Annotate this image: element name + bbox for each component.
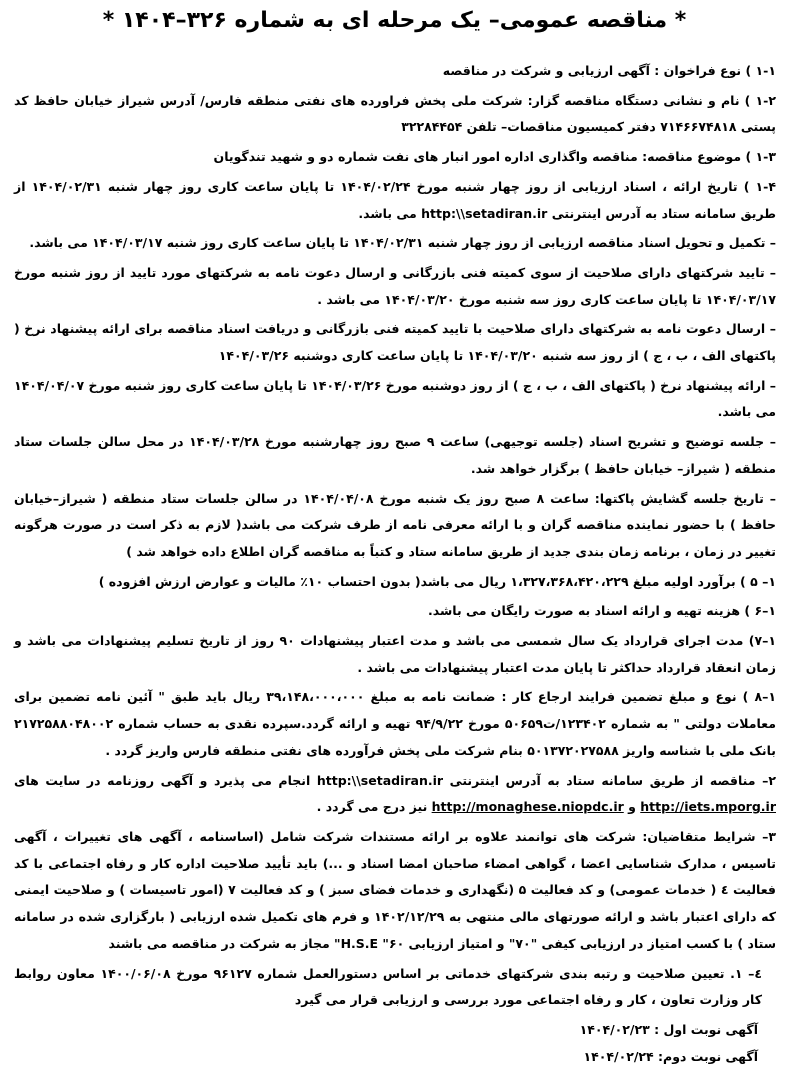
schedule-briefing-session: – جلسه توضیح و تشریح اسناد (جلسه توجیهی) ساعت ۹ صبح روز چهارشنبه مورخ ۱۴۰۴/۰۳/۲۸ در محل سالن جلسات ستاد منطقه ( شیراز– خیابان حافظ ) برگزار خواهد شد. [14,434,777,476]
schedule-invitation: – ارسال دعوت نامه به شرکتهای دارای صلاحیت با تایید کمیته فنی بازرگانی و دریافت اسناد مناقصه برای ارائه پیشنهاد نرخ ( پاکتهای الف ، ب ، ج ) از روز سه شنبه ۱۴۰۴/۰۳/۲۰ تا پایان ساعت کاری دوشنبه ۱۴۰۴/۰۳/۲۶ [14,321,776,364]
ad-first-label: آگهی نوبت اول : [654,1021,758,1037]
monaghese-link[interactable]: http://monaghese.niopdc.ir [431,799,624,815]
item-1-2: ۱-۲ ) نام و نشانی دستگاه مناقصه گزار: شرکت ملی پخش فراورده های نفتی منطقه فارس/ آدرس شیراز خیابان حافظ کد پستی ۷۱۴۶۶۷۴۸۱۸ دفتر کمیسیون مناقصات– تلفن ۳۲۲۸۴۴۵۴ [14,92,776,135]
ad-second-round [14,1044,776,1070]
ad-first-round [14,1017,776,1044]
item-2-text: ۲– مناقصه از طریق سامانه ستاد به آدرس اینترنتی [449,772,776,788]
item-1-4-text: ۱-۴ ) تاریخ ارائه ، اسناد ارزیابی از روز چهار شنبه مورخ ۱۴۰۴/۰۲/۲۴ تا پایان ساعت کاری روز چهار شنبه ۱۴۰۴/۰۲/۳۱ از طریق سامانه ستاد به آدرس اینترنتی [14,178,776,221]
item-1-5-estimate: ۱– ۵ ) برآورد اولیه مبلغ ۱،۳۲۷،۳۶۸،۴۲۰،۲۲۹ ریال می باشد( بدون احتساب ۱۰٪ مالیات و عوارض ارزش افزوده ) [98,573,776,589]
item-1-3: ۱-۳ ) موضوع مناقصه: مناقصه واگذاری اداره امور انبار های نفت شماره دو و شهید تندگویان [213,149,776,165]
schedule-bid-submission: – ارائه پیشنهاد نرخ ( پاکتهای الف ، ب ، ج ) از روز دوشنبه مورخ ۱۴۰۴/۰۳/۲۶ تا پایان ساعت کاری روز شنبه مورخ ۱۴۰۴/۰۴/۰۷ می باشد. [14,377,776,420]
item-4-qualification: ٤– ۱. تعیین صلاحیت و رتبه بندی شرکتهای خدماتی بر اساس دستورالعمل شماره ۹۶۱۲۷ مورخ ۱۴۰۰/۰۶/۰۸ معاون روابط کار وزارت تعاون ، کار و رفاه اجتماعی مورد بررسی و ارزیابی قرار می گیرد [14,965,762,1008]
item-2-and: و [628,799,636,815]
ad-second-date: ۱۴۰۴/۰۲/۲۴ [583,1048,654,1064]
page-title: * مناقصه عمومی– یک مرحله ای به شماره ۳۲۶–۱۴۰۴ * [102,8,687,33]
item-1-1: ۱-۱ ) نوع فراخوان : آگهی ارزیابی و شرکت در مناقصه [442,63,776,78]
item-2-portal [14,768,776,821]
schedule-envelope-opening: – تاریخ جلسه گشایش پاکتها: ساعت ۸ صبح روز یک شنبه مورخ ۱۴۰۴/۰۴/۰۸ در سالن جلسات ستاد منطقه ( شیراز–خیابان حافظ ) با حضور نماینده مناقصه گران و با ارائه معرفی نامه از طرف شرکت می باشد( لازم به ذکر است در صورت هرگونه تغییر در زمان ، برنامه زمان بندی جدید از طریق سامانه ستاد و کتباً به مناقصه گران اطلاع داده خواهد شد ) [14,490,776,559]
item-2-end: نیز درج می گردد . [316,799,428,815]
item-2-mid: انجام می پذیرد و آگهی روزنامه در سایت های [14,772,311,788]
ad-first-date: ۱۴۰۴/۰۲/۲۳ [579,1021,650,1037]
schedule-qualification: – تایید شرکتهای دارای صلاحیت از سوی کمیته فنی بازرگانی و ارسال دعوت نامه به شرکتهای مورد تایید از روز شنبه مورخ ۱۴۰۴/۰۳/۱۷ تا پایان ساعت کاری روز سه شنبه مورخ ۱۴۰۴/۰۳/۲۰ می باشد . [14,264,776,307]
schedule-document-delivery: – تکمیل و تحویل اسناد مناقصه ارزیابی از روز چهار شنبه ۱۴۰۴/۰۲/۳۱ تا پایان ساعت کاری روز شنبه ۱۴۰۴/۰۳/۱۷ می باشد. [29,235,776,251]
item-1-4 [14,174,776,227]
item-1-4-end: می باشد. [358,205,417,221]
ad-second-label: آگهی نوبت دوم: [658,1048,758,1064]
setadiran-url: http:\\setadiran.ir [316,772,444,788]
setadiran-url-text: http:\\setadiran.ir [421,205,548,221]
item-3-requirements: ۳– شرایط متقاضیان: شرکت های توانمند علاوه بر ارائه مستندات شرکت شامل (اساسنامه ، آگهی های تغییرات ، آگهی تاسیس ، مدارک شناسایی اعضا ، گواهی امضاء صاحبان امضا اسناد و ...) باید تأیید صلاحیت اداره کار و رفاه اجتماعی با کد فعالیت ٤ ( خدمات عمومی) و کد فعالیت ۵ (نگهداری و خدمات فضای سبز ) و کد فعالیت ۷ (امور تاسیسات ) و صلاحیت ایمنی که دارای اعتبار باشد و ارائه صورتهای مالی منتهی به ۱۴۰۲/۱۲/۲۹ و فرم های تکمیل شده ارزیابی ( بارگزاری شده در سامانه ستاد ) با کسب امتیاز در ارزیابی کیفی "۷۰" و امتیاز ارزیابی H.S.E "۶۰" مجاز به شرکت در مناقصه می باشند [14,828,776,951]
item-1-8-guarantee: ۱–۸ ) نوع و مبلغ تضمین فرایند ارجاع کار : ضمانت نامه به مبلغ ۳۹،۱۴۸،۰۰۰،۰۰۰ ریال باید طبق " آئین نامه تضمین برای معاملات دولتی " به شماره ۱۲۳۴۰۲/ت۵۰۶۵۹ مورخ ۹۴/۹/۲۲ تهیه و ارائه گردد.سپرده نقدی به حساب شماره ۲۱۷۲۵۸۸۰۴۸۰۰۲ بانک ملی با شناسه واریز ۵۰۱۳۷۲۰۲۷۵۸۸ بنام شرکت ملی پخش فرآورده های نفتی منطقه فارس واریز گردد . [14,689,776,758]
notice-body [14,58,776,1070]
item-1-6-cost: ۱–۶ ) هزینه تهیه و ارائه اسناد به صورت رایگان می باشد. [428,603,776,619]
iets-link[interactable]: http://iets.mporg.ir [640,799,776,815]
item-1-7-duration: ۱–۷) مدت اجرای قرارداد یک سال شمسی می باشد و مدت اعتبار پیشنهادات ۹۰ روز از تاریخ تسلیم پیشنهادات می باشد و زمان انعقاد قرارداد حداکثر تا پایان مدت اعتبار پیشنهادات می باشد . [14,633,777,675]
